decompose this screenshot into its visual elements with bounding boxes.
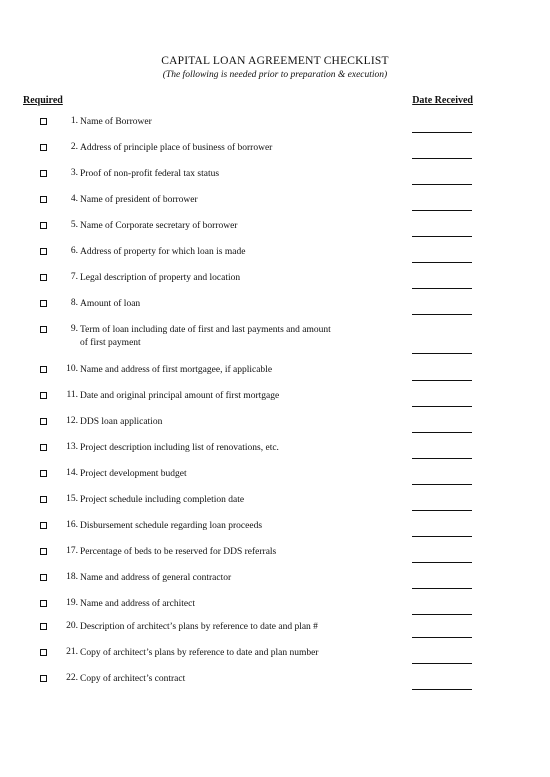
item-label-line: Term of loan including date of first and last payments and amount bbox=[80, 325, 331, 335]
item-label bbox=[80, 324, 380, 350]
date-received-line[interactable] bbox=[412, 158, 472, 159]
item-number: 18. bbox=[66, 572, 78, 582]
item-label bbox=[80, 621, 380, 634]
document-subtitle: (The following is needed prior to preparation & execution) bbox=[162, 70, 388, 80]
checkbox[interactable] bbox=[40, 548, 47, 555]
item-number: 7. bbox=[70, 272, 78, 282]
item-number: 2. bbox=[70, 142, 78, 152]
checkbox[interactable] bbox=[40, 600, 47, 607]
item-label bbox=[80, 520, 380, 533]
checkbox[interactable] bbox=[40, 248, 47, 255]
item-label-line: Project schedule including completion date bbox=[80, 495, 245, 505]
checkbox[interactable] bbox=[40, 444, 47, 451]
date-received-line[interactable] bbox=[412, 484, 472, 485]
required-column-header: Required bbox=[23, 95, 63, 106]
item-label-line: Project development budget bbox=[80, 469, 187, 479]
date-received-column-header: Date Received bbox=[412, 95, 473, 106]
checkbox[interactable] bbox=[40, 522, 47, 529]
checkbox[interactable] bbox=[40, 274, 47, 281]
item-number: 12. bbox=[66, 416, 78, 426]
date-received-line[interactable] bbox=[412, 536, 472, 537]
date-received-line[interactable] bbox=[412, 210, 472, 211]
item-label-line: Proof of non-profit federal tax status bbox=[80, 169, 220, 179]
date-received-line[interactable] bbox=[412, 510, 472, 511]
date-received-line[interactable] bbox=[412, 432, 472, 433]
item-label bbox=[80, 168, 380, 181]
item-label bbox=[80, 390, 380, 403]
checkbox[interactable] bbox=[40, 574, 47, 581]
item-number: 14. bbox=[66, 468, 78, 478]
item-number: 11. bbox=[66, 390, 78, 400]
item-label bbox=[80, 116, 380, 129]
date-received-line[interactable] bbox=[412, 132, 472, 133]
date-received-line[interactable] bbox=[412, 406, 472, 407]
item-number: 16. bbox=[66, 520, 78, 530]
item-number: 13. bbox=[66, 442, 78, 452]
item-label bbox=[80, 220, 380, 233]
item-label bbox=[80, 298, 380, 311]
item-label-line: Name and address of architect bbox=[80, 599, 196, 609]
item-number: 1. bbox=[70, 116, 78, 126]
item-label-line: Disbursement schedule regarding loan proceeds bbox=[80, 521, 263, 531]
checkbox[interactable] bbox=[40, 649, 47, 656]
checkbox[interactable] bbox=[40, 118, 47, 125]
item-label-line: Amount of loan bbox=[80, 299, 141, 309]
checkbox[interactable] bbox=[40, 675, 47, 682]
date-received-line[interactable] bbox=[412, 314, 472, 315]
item-label-line: of first payment bbox=[80, 338, 141, 348]
checkbox[interactable] bbox=[40, 170, 47, 177]
item-label-line: Date and original principal amount of first mortgage bbox=[80, 391, 280, 401]
checkbox[interactable] bbox=[40, 222, 47, 229]
item-label-line: Copy of architect’s plans by reference to date and plan number bbox=[80, 648, 319, 658]
item-label-line: DDS loan application bbox=[80, 417, 163, 427]
item-label bbox=[80, 364, 380, 377]
item-label-line: Name of Borrower bbox=[80, 117, 152, 127]
item-label-line: Address of property for which loan is made bbox=[80, 247, 246, 257]
date-received-line[interactable] bbox=[412, 637, 472, 638]
document-title: CAPITAL LOAN AGREEMENT CHECKLIST bbox=[161, 55, 389, 67]
item-label bbox=[80, 416, 380, 429]
item-number: 5. bbox=[70, 220, 78, 230]
date-received-line[interactable] bbox=[412, 288, 472, 289]
date-received-line[interactable] bbox=[412, 262, 472, 263]
checkbox[interactable] bbox=[40, 326, 47, 333]
item-number: 22. bbox=[66, 673, 78, 683]
item-label bbox=[80, 142, 380, 155]
checkbox[interactable] bbox=[40, 392, 47, 399]
item-label-line: Percentage of beds to be reserved for DDS referrals bbox=[80, 547, 277, 557]
item-label bbox=[80, 494, 380, 507]
checkbox[interactable] bbox=[40, 196, 47, 203]
item-label-line: Name and address of general contractor bbox=[80, 573, 232, 583]
item-label bbox=[80, 442, 380, 455]
item-label-line: Project description including list of renovations, etc. bbox=[80, 443, 279, 453]
item-number: 15. bbox=[66, 494, 78, 504]
date-received-line[interactable] bbox=[412, 614, 472, 615]
item-number: 10. bbox=[66, 364, 78, 374]
item-label-line: Name of Corporate secretary of borrower bbox=[80, 221, 238, 231]
item-number: 21. bbox=[66, 647, 78, 657]
item-label bbox=[80, 647, 380, 660]
item-number: 19. bbox=[66, 598, 78, 608]
item-label-line: Copy of architect’s contract bbox=[80, 674, 186, 684]
date-received-line[interactable] bbox=[412, 663, 472, 664]
date-received-line[interactable] bbox=[412, 184, 472, 185]
date-received-line[interactable] bbox=[412, 236, 472, 237]
item-label bbox=[80, 673, 380, 686]
date-received-line[interactable] bbox=[412, 380, 472, 381]
item-number: 17. bbox=[66, 546, 78, 556]
item-label-line: Name and address of first mortgagee, if applicable bbox=[80, 365, 273, 375]
item-number: 3. bbox=[70, 168, 78, 178]
checkbox[interactable] bbox=[40, 418, 47, 425]
item-label-line: Legal description of property and location bbox=[80, 273, 241, 283]
item-label-line: Address of principle place of business of borrower bbox=[80, 143, 273, 153]
item-label bbox=[80, 572, 380, 585]
item-label bbox=[80, 246, 380, 259]
item-label bbox=[80, 194, 380, 207]
date-received-line[interactable] bbox=[412, 689, 472, 690]
item-number: 9. bbox=[70, 324, 78, 334]
checkbox[interactable] bbox=[40, 144, 47, 151]
item-number: 6. bbox=[70, 246, 78, 256]
item-label bbox=[80, 598, 380, 611]
checkbox[interactable] bbox=[40, 623, 47, 630]
date-received-line[interactable] bbox=[412, 588, 472, 589]
item-label bbox=[80, 468, 380, 481]
checkbox[interactable] bbox=[40, 496, 47, 503]
item-number: 4. bbox=[70, 194, 78, 204]
item-label bbox=[80, 546, 380, 559]
checkbox[interactable] bbox=[40, 366, 47, 373]
item-label-line: Name of president of borrower bbox=[80, 195, 198, 205]
date-received-line[interactable] bbox=[412, 458, 472, 459]
checkbox[interactable] bbox=[40, 470, 47, 477]
item-number: 8. bbox=[70, 298, 78, 308]
item-number: 20. bbox=[66, 621, 78, 631]
item-label-line: Description of architect’s plans by reference to date and plan # bbox=[80, 622, 318, 632]
date-received-line[interactable] bbox=[412, 562, 472, 563]
item-label bbox=[80, 272, 380, 285]
date-received-line[interactable] bbox=[412, 353, 472, 354]
checkbox[interactable] bbox=[40, 300, 47, 307]
